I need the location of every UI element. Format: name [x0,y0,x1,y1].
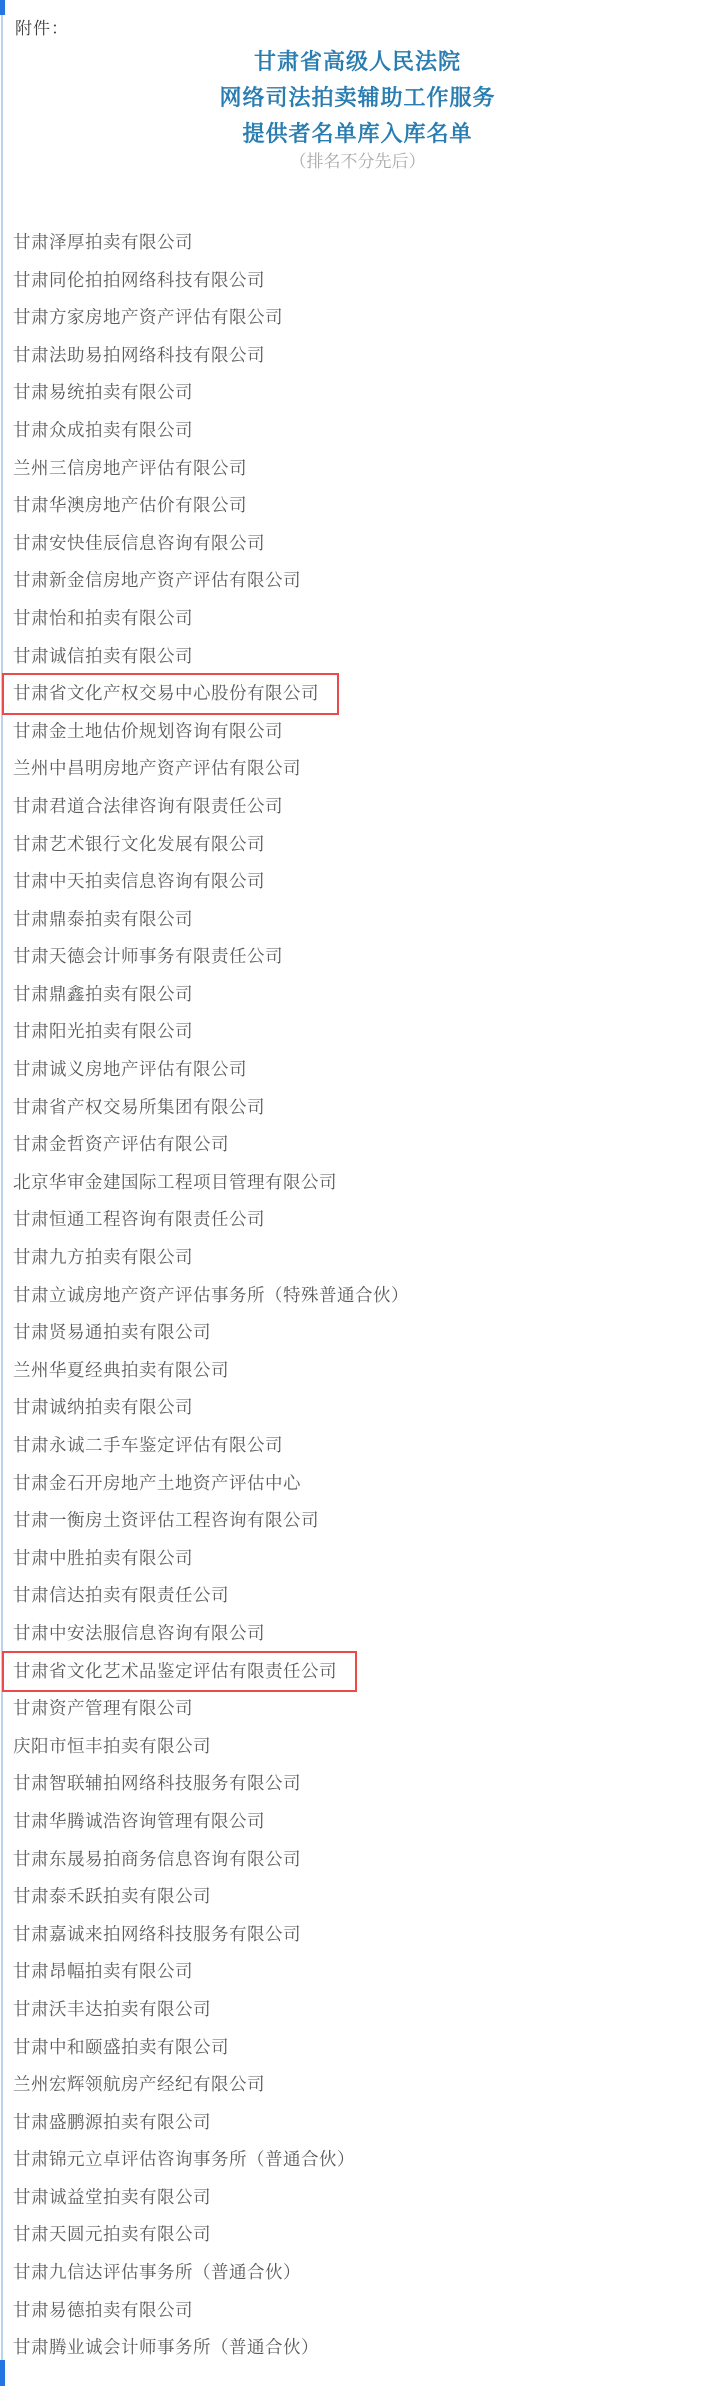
company-item: 兰州三信房地产评估有限公司 [13,457,247,478]
company-item: 甘肃嘉诚来拍网络科技服务有限公司 [13,1923,301,1944]
company-item: 甘肃泰禾跃拍卖有限公司 [13,1886,211,1907]
company-item: 甘肃华澳房地产估价有限公司 [13,495,247,516]
company-item: 甘肃同伦拍拍网络科技有限公司 [13,269,265,290]
company-item: 甘肃天德会计师事务有限责任公司 [13,946,283,967]
company-item: 甘肃智联辅拍网络科技服务有限公司 [13,1773,301,1794]
document-title-line-3: 提供者名单库入库名单 [242,121,473,146]
company-item: 甘肃新金信房地产资产评估有限公司 [13,570,301,591]
company-item: 甘肃腾业诚会计师事务所（普通合伙） [13,2337,319,2358]
company-item: 甘肃诚义房地产评估有限公司 [13,1059,247,1080]
company-item-highlighted: 甘肃省文化艺术品鉴定评估有限责任公司 [13,1653,337,1691]
company-item: 甘肃信达拍卖有限责任公司 [13,1585,229,1606]
company-item: 甘肃金土地估价规划咨询有限公司 [13,720,283,741]
company-item-highlighted: 甘肃省文化产权交易中心股份有限公司 [13,675,319,713]
company-item: 甘肃方家房地产资产评估有限公司 [13,307,283,328]
company-item: 甘肃诚纳拍卖有限公司 [13,1397,193,1418]
company-item: 甘肃君道合法律咨询有限责任公司 [13,795,283,816]
ranking-note: （排名不分先后） [289,152,426,171]
company-item: 甘肃中安法服信息咨询有限公司 [13,1622,265,1643]
company-item: 甘肃盛鹏源拍卖有限公司 [13,2111,211,2132]
company-item: 兰州华夏经典拍卖有限公司 [13,1359,229,1380]
company-item: 甘肃中和颐盛拍卖有限公司 [13,2036,229,2057]
company-item: 甘肃立诚房地产资产评估事务所（特殊普通合伙） [13,1284,409,1305]
company-item: 甘肃一衡房土资评估工程咨询有限公司 [13,1510,319,1531]
company-item: 甘肃鼎鑫拍卖有限公司 [13,983,193,1004]
company-item: 甘肃泽厚拍卖有限公司 [13,232,193,252]
company-item: 甘肃金石开房地产土地资产评估中心 [13,1472,301,1493]
company-item: 甘肃昂幅拍卖有限公司 [13,1961,193,1982]
top-left-accent-bar [0,0,5,15]
company-item: 甘肃诚信拍卖有限公司 [13,645,193,666]
company-item: 甘肃恒通工程咨询有限责任公司 [13,1209,265,1230]
company-item: 甘肃金哲资产评估有限公司 [13,1134,229,1155]
document-title-line-1: 甘肃省高级人民法院 [253,49,461,74]
company-item: 甘肃永诚二手车鉴定评估有限公司 [13,1435,283,1455]
company-item: 甘肃法助易拍网络科技有限公司 [13,344,265,365]
company-item: 甘肃安快佳辰信息咨询有限公司 [13,532,265,553]
company-item: 甘肃易德拍卖有限公司 [13,2299,193,2320]
company-item: 甘肃华腾诚浩咨询管理有限公司 [13,1810,265,1831]
company-item: 甘肃诚益堂拍卖有限公司 [13,2186,211,2207]
company-item: 甘肃易统拍卖有限公司 [13,382,193,403]
company-item: 甘肃九信达评估事务所（普通合伙） [13,2262,301,2283]
attachment-label: 附件： [15,19,69,38]
company-item: 甘肃九方拍卖有限公司 [13,1247,193,1268]
document-title [0,44,715,152]
company-item: 甘肃鼎泰拍卖有限公司 [13,908,193,929]
bottom-left-accent-bar [0,2360,5,2386]
company-item: 甘肃中天拍卖信息咨询有限公司 [13,871,265,892]
company-item: 甘肃众成拍卖有限公司 [13,419,193,440]
document-title-line-2: 网络司法拍卖辅助工作服务 [219,85,496,110]
page-left-border-line [1,0,3,2386]
company-item: 甘肃中胜拍卖有限公司 [13,1547,193,1568]
company-item: 甘肃沃丰达拍卖有限公司 [13,1998,211,2019]
company-item: 庆阳市恒丰拍卖有限公司 [13,1735,211,1756]
company-item: 甘肃怡和拍卖有限公司 [13,607,193,628]
company-item: 兰州中昌明房地产资产评估有限公司 [13,758,301,779]
company-item: 甘肃贤易通拍卖有限公司 [13,1322,211,1343]
company-item: 甘肃省产权交易所集团有限公司 [13,1096,265,1117]
company-item: 甘肃阳光拍卖有限公司 [13,1021,193,1042]
company-item: 北京华审金建国际工程项目管理有限公司 [13,1171,337,1192]
company-item: 甘肃资产管理有限公司 [13,1698,193,1719]
company-item: 兰州宏辉领航房产经纪有限公司 [13,2074,265,2095]
company-item: 甘肃艺术银行文化发展有限公司 [13,833,265,854]
company-item: 甘肃天圆元拍卖有限公司 [13,2224,211,2245]
company-list [13,224,409,2367]
company-item: 甘肃东晟易拍商务信息咨询有限公司 [13,1848,301,1869]
company-item: 甘肃锦元立卓评估咨询事务所（普通合伙） [13,2149,355,2170]
